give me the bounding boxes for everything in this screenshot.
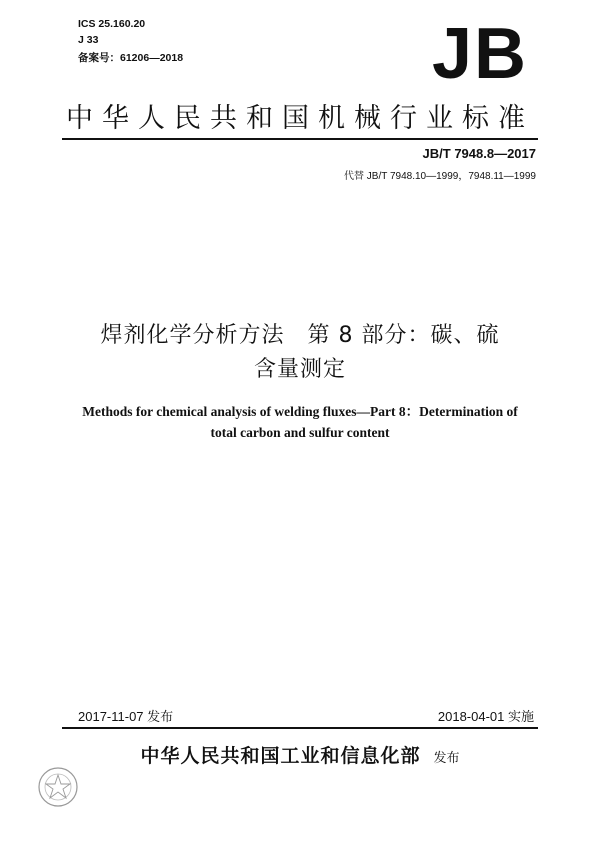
english-title-line-1: Methods for chemical analysis of welding fluxes—Part 8：Determination of xyxy=(82,404,518,419)
record-number: 备案号：61206—2018 xyxy=(78,52,184,64)
english-title-line-2: total carbon and sulfur content xyxy=(210,425,390,440)
issuer-organization: 中华人民共和国工业和信息化部 xyxy=(140,745,421,767)
footer-divider xyxy=(62,727,538,729)
header-divider xyxy=(62,138,538,140)
standard-number: JB/T 7948.8—2017 xyxy=(422,146,536,161)
ics-code: ICS 25.160.20 xyxy=(78,18,146,30)
effective-date: 2018-04-01 实施 xyxy=(437,709,534,724)
jb-logo: JB xyxy=(431,14,528,94)
replaces-note: 代替 JB/T 7948.10—1999，7948.11—1999 xyxy=(344,171,536,182)
issuer xyxy=(0,741,600,768)
standard-type-title: 中华人民共和国机械行业标准 xyxy=(66,103,534,134)
english-title xyxy=(40,401,560,443)
emblem-seal-icon xyxy=(36,765,80,809)
issue-date: 2017-11-07 发布 xyxy=(78,709,174,724)
chinese-title-line-2: 含量测定 xyxy=(253,357,346,382)
issuer-action: 发布 xyxy=(433,751,460,766)
classification-code: J 33 xyxy=(78,34,99,46)
chinese-title-line-1: 焊剂化学分析方法 第 8 部分：碳、硫 xyxy=(100,323,500,348)
